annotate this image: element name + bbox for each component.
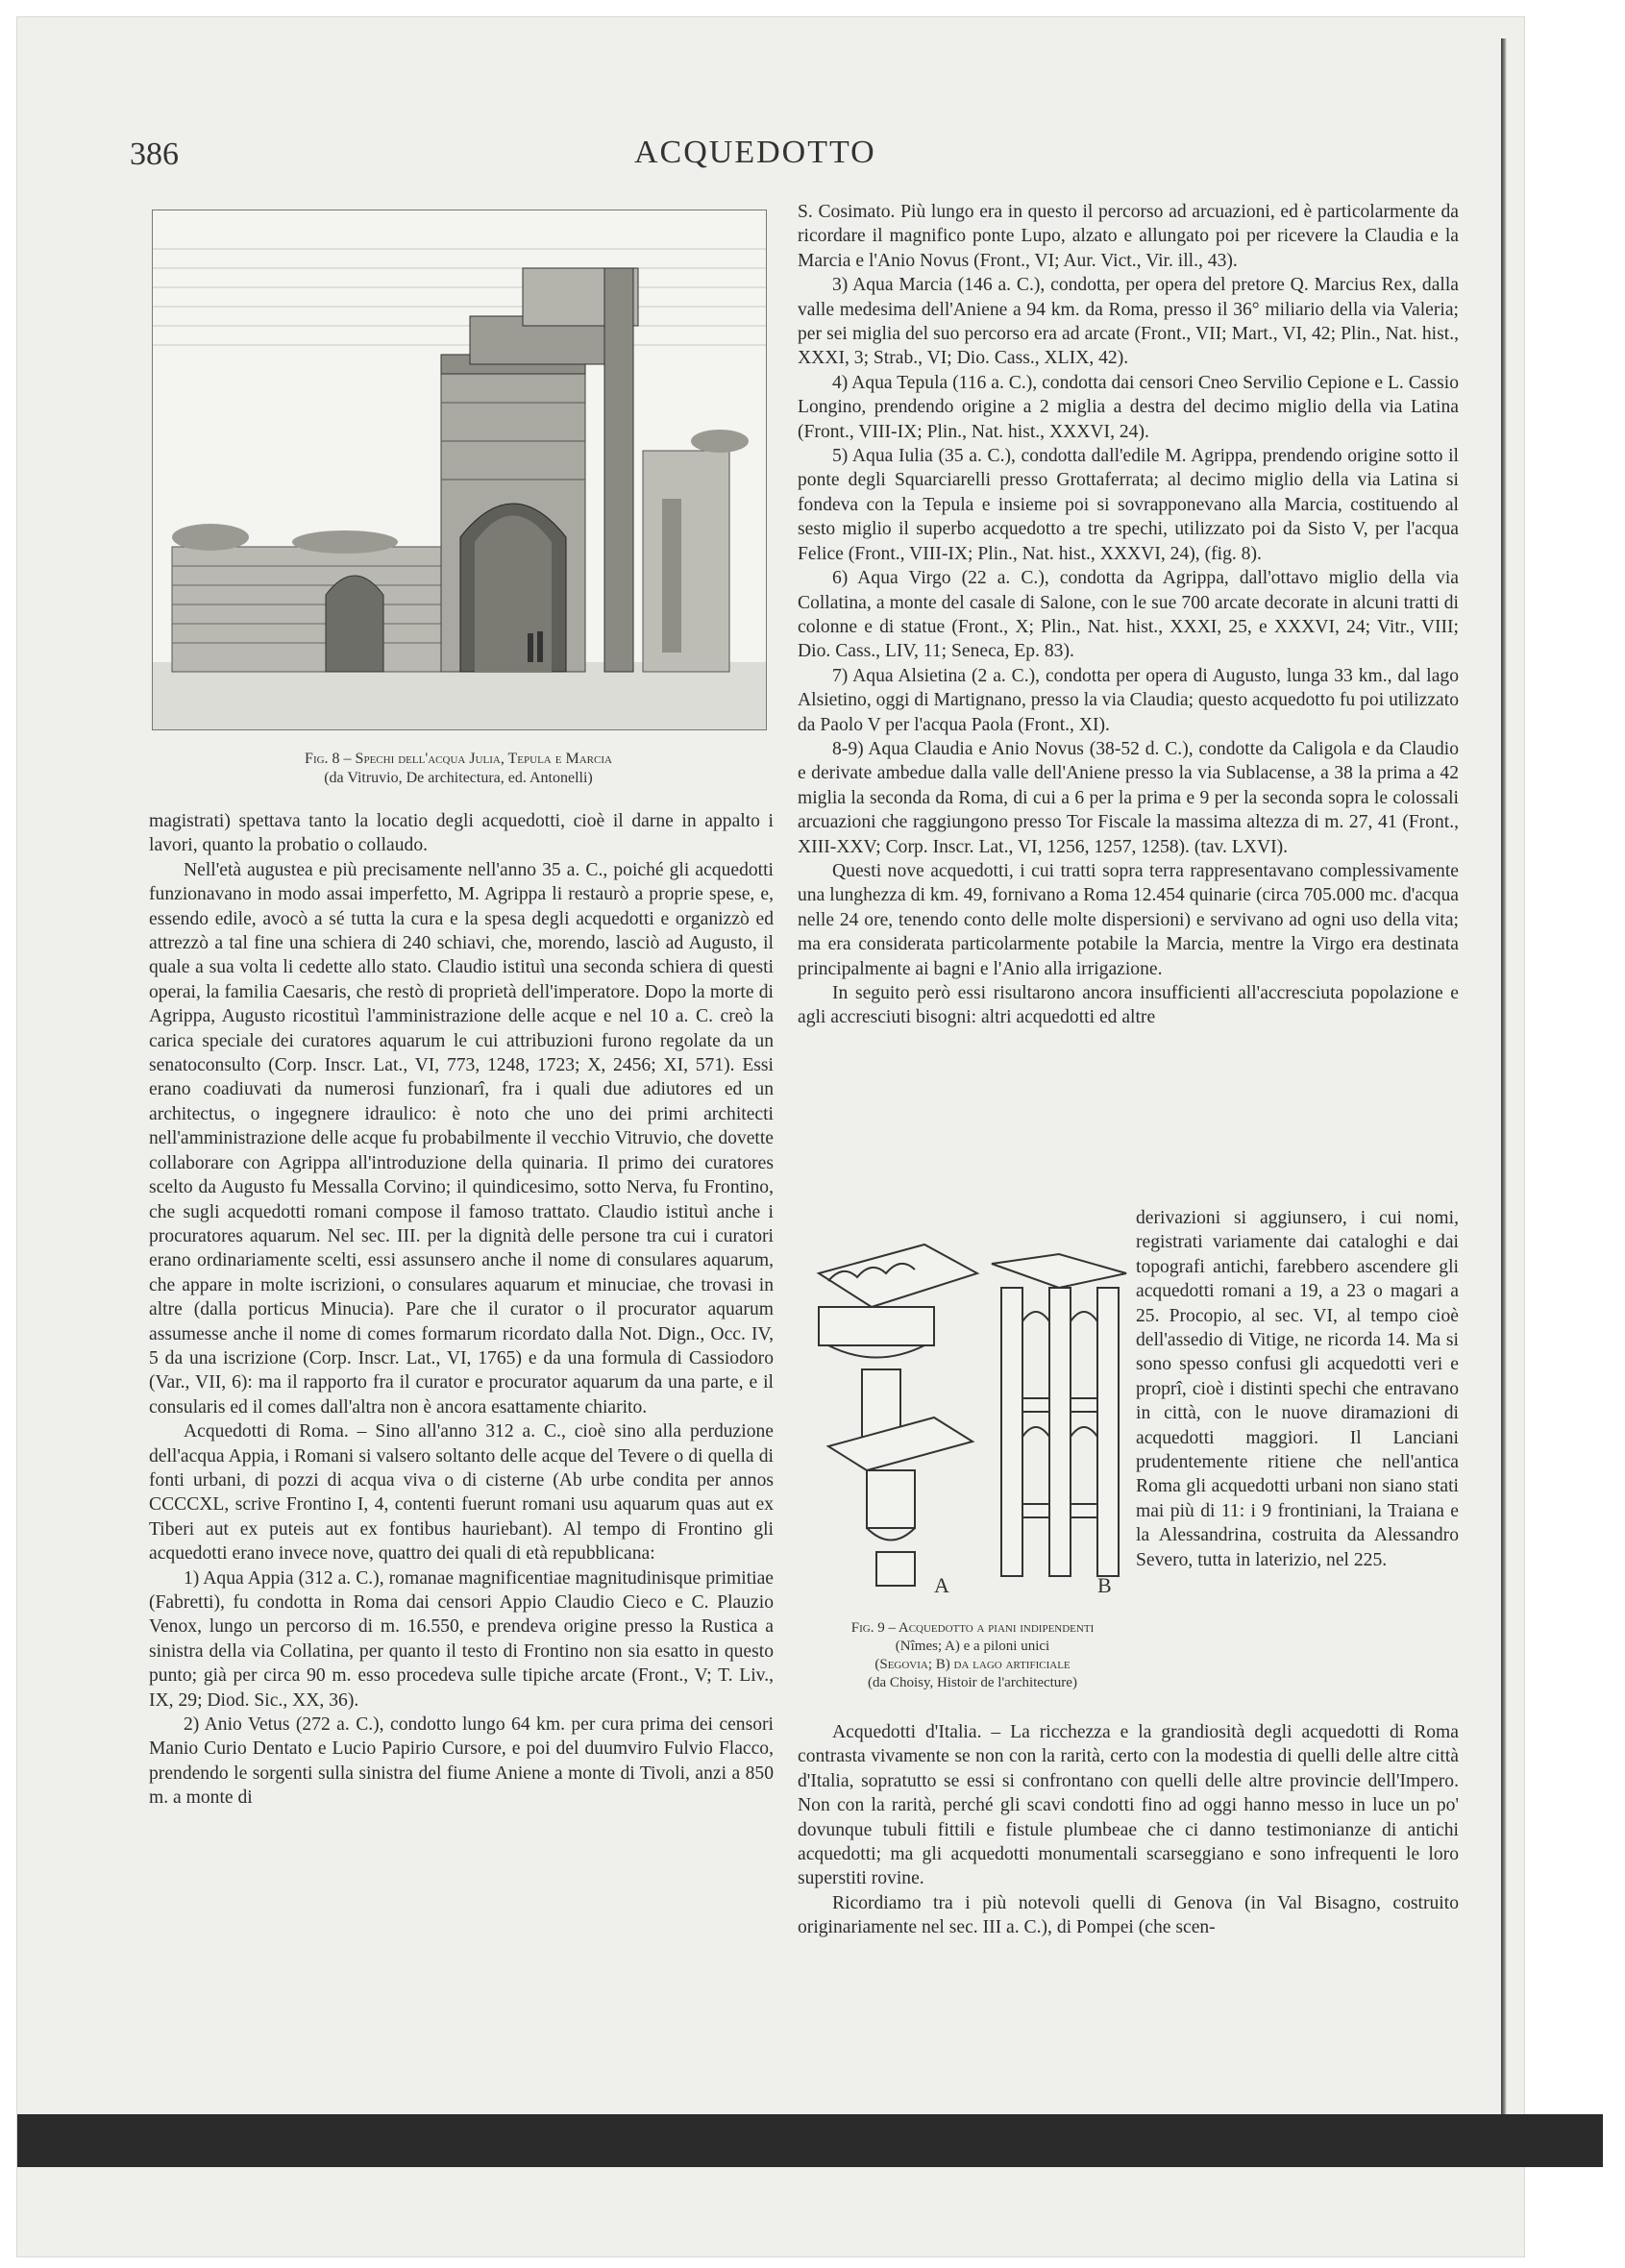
paragraph: derivazioni si aggiunsero, i cui nomi, registrati variamente dai cataloghi e dai topografi antichi, farebbero ascendere gli acquedotti romani a 19, a 23 o magari a 25. Procopio, al sec. VI, al tempo cioè dell'assedio di Vitige, ne ricorda 14. Ma si sono spesso confusi gli acquedotti veri e proprî, cioè i distinti spechi che entravano in città, con le nuove diramazioni di acquedotti maggiori. Il Lanciani prudentemente ritiene che nell'antica Roma gli acquedotti urbani non siano stati mai più di 11: i 9 frontiniani, la Traiana e la Alessandrina, costruita da Alessandro Severo, tutta in laterizio, nel 225. — [1136, 1208, 1459, 1570]
page-edge-shadow — [1501, 38, 1507, 2133]
paragraph: 7) Aqua Alsietina (2 a. C.), condotta per opera di Augusto, lunga 33 km., dal lago Alsietino, oggi di Martignano, presso la via Claudia; questo acquedotto fu poi utilizzato da Paolo V per l'acqua Paola (Front., XI). — [798, 665, 1459, 735]
figure-9-caption-line2: (Nîmes; A) e a piloni unici — [895, 1639, 1050, 1654]
paragraph: In seguito però essi risultarono ancora insufficienti all'accresciuta popolazione e agli accresciuti bisogni: altri acquedotti ed altre — [798, 983, 1459, 1028]
figure-8-engraving — [152, 210, 767, 730]
figure-8-caption-line1: Fig. 8 – Spechi dell'acqua Julia, Tepula e Marcia — [305, 751, 612, 767]
paragraph: 5) Aqua Iulia (35 a. C.), condotta dall'edile M. Agrippa, prendendo origine sotto il ponte degli Squarciarelli presso Grottaferrata; al decimo miglio della via Latina si fondeva con la Tepula e insieme poi si sovrapponevano alla Marcia, costituendo al sesto miglio il superbo acquedotto a tre spechi, utilizzato poi da Sisto V, per l'acqua Felice (Front., VIII-IX; Plin., Nat. hist., XXXVI, 24), (fig. 8). — [798, 446, 1459, 564]
paragraph: 1) Aqua Appia (312 a. C.), romanae magnificentiae magnitudinisque primitiae (Fabretti), fu condotta in Roma dai censori Appio Claudio Cieco e C. Plauzio Venox, lungo un percorso di m. 16.550, e prendeva origine presso la Rustica a sinistra della via Collatina, per quanto il testo di Frontino non sia esatto in questo punto; già per circa 90 m. esso procedeva sulle tipiche arcate (Front., V; T. Liv., IX, 29; Diod. Sic., XX, 36). — [149, 1567, 774, 1711]
paragraph: 3) Aqua Marcia (146 a. C.), condotta, per opera del pretore Q. Marcius Rex, dalla valle medesima dell'Aniene a 94 km. da Roma, presso il 36° miliario della via Valeria; per sei miglia del suo percorso era ad arcate (Front., VII; Mart., VI, 42; Plin., Nat. hist., XXXI, 3; Strab., VI; Dio. Cass., XLIX, 42). — [798, 275, 1459, 369]
paragraph: Questi nove acquedotti, i cui tratti sopra terra rappresentavano complessivamente una lunghezza di km. 49, fornivano a Roma 12.454 quinarie (circa 705.000 mc. d'acqua nelle 24 ore, tenendo conto delle molte dispersioni) e servivano ad ogni uso della vita; ma era considerata particolarmente potabile la Marcia, mentre la Virgo era destinata principalmente ai bagni e l'Anio alla irrigazione. — [798, 860, 1459, 979]
paragraph: 2) Anio Vetus (272 a. C.), condotto lungo 64 km. per cura prima dei censori Manio Curio Dentato e Lucio Papirio Cursore, e poi del duumviro Fulvio Flacco, prendendo le sorgenti sulla sinistra del fiume Aniene a monte di Tivoli, anzi a 850 m. a monte di — [149, 1714, 774, 1809]
paragraph: S. Cosimato. Più lungo era in questo il percorso ad arcuazioni, ed è particolarmente da ricordare il magnifico ponte Lupo, alzato e allungato poi per ricevere la Claudia e la Marcia e l'Anio Novus (Front., VI; Aur. Vict., Vir. ill., 43). — [798, 202, 1459, 271]
scan-bottom-band — [17, 2114, 1603, 2167]
figure-8-caption — [152, 750, 765, 788]
figure-9-caption-line1: Fig. 9 – Acquedotto a piani indipendenti — [850, 1620, 1095, 1636]
figure-9-caption-line4: (da Choisy, Histoir de l'architecture) — [868, 1675, 1077, 1690]
figure-9-label-b: B — [1097, 1573, 1112, 1597]
figure-9-caption-line3: (Segovia; B) da lago artificiale — [874, 1657, 1071, 1672]
figure-8-caption-line2: (da Vitruvio, De architectura, ed. Antonelli) — [324, 770, 593, 786]
paragraph: Ricordiamo tra i più notevoli quelli di Genova (in Val Bisagno, costruito originariamente nel sec. III a. C.), di Pompei (che scen- — [798, 1892, 1459, 1938]
left-text-column — [149, 809, 774, 1811]
paragraph: Acquedotti d'Italia. – La ricchezza e la grandiosità degli acquedotti di Roma contrasta vivamente se non con la rarità, certo con la modestia di quelli delle altre città d'Italia, sopratutto se essi si confrontano con quelli delle altre provincie dell'Impero. Non con la rarità, perché gli scavi condotti fino ad oggi hanno messo in luce un po' dovunque tubuli fittili e fistule plumbeae che ci danno testimonianze di antichi acquedotti; ma gli acquedotti monumentali scarseggiano e sono infrequenti le loro superstiti rovine. — [798, 1722, 1459, 1889]
aqueduct-arch-illustration — [153, 210, 766, 729]
figure-9-diagram — [809, 1235, 1136, 1605]
paragraph: 8-9) Aqua Claudia e Anio Novus (38-52 d. C.), condotte da Caligola e da Claudio e derivate ambedue dalla valle dell'Aniene presso la via Sublacense, a 38 la prima a 42 miglia la seconda da Roma, di cui a 6 per la prima e 9 per la seconda sopra le colossali arcuazioni che raggiungono presso Tor Fiscale la massima altezza di m. 27, 41 (Front., XIII-XXV; Corp. Inscr. Lat., VI, 1256, 1257, 1258). (tav. LXVI). — [798, 738, 1459, 857]
figure-9-caption — [809, 1619, 1136, 1692]
right-text-column — [798, 200, 1459, 1030]
aqueduct-section-diagram — [809, 1235, 1136, 1605]
page-number: 386 — [130, 136, 179, 172]
paragraph: 6) Aqua Virgo (22 a. C.), condotta da Agrippa, dall'ottavo miglio della via Collatina, a monte del casale di Salone, con le sue 700 arcate decorate in alcuni tratti di colonne e di statue (Front., X; Plin., Nat. hist., XXXI, 25, e XXXVI, 24; Vitr., VIII; Dio. Cass., LIV, 11; Seneca, Ep. 83). — [798, 568, 1459, 662]
running-head-title: ACQUEDOTTO — [634, 135, 876, 170]
paragraph: 4) Aqua Tepula (116 a. C.), condotta dai censori Cneo Servilio Cepione e L. Cassio Longino, prendendo origine a 2 miglia a destra del decimo miglio della via Latina (Front., VIII-IX; Plin., Nat. hist., XXXVI, 24). — [798, 372, 1459, 442]
figure-9-label-a: A — [934, 1573, 949, 1597]
right-wrap-column — [1136, 1206, 1459, 1572]
right-text-column-lower — [798, 1720, 1459, 1940]
paragraph: Acquedotti di Roma. – Sino all'anno 312 a. C., cioè sino alla perduzione dell'acqua Appia, i Romani si valsero soltanto delle acque del Tevere o di quella di fonti urbani, di pozzi di acqua viva o di cisterne (Ab urbe condita per annos CCCCXL, scrive Frontino I, 4, contenti fuerunt romani usu aquarum quas aut ex Tiberi aut ex puteis aut ex fontibus hauriebant). Al tempo di Frontino gli acquedotti erano invece nove, quattro dei quali di età repubblicana: — [149, 1421, 774, 1565]
paragraph: magistrati) spettava tanto la locatio degli acquedotti, cioè il darne in appalto i lavori, quanto la probatio o collaudo. — [149, 811, 774, 856]
paragraph: Nell'età augustea e più precisamente nell'anno 35 a. C., poiché gli acquedotti funzionavano in modo assai imperfetto, M. Agrippa li restaurò a proprie spese, e, essendo edile, avocò a sé tutta la cura e la spesa degli acquedotti e organizzò ed attrezzò a tal fine una schiera di 240 schiavi, che, morendo, lasciò ad Augusto, il quale a sua volta li cedette allo stato. Claudio istituì una seconda schiera di questi operai, la familia Caesaris, che restò di proprietà dell'imperatore. Dopo la morte di Agrippa, Augusto ricostituì l'amministrazione delle acque e nel 10 a. C. creò la carica speciale dei curatores aquarum le cui attribuzioni furono regolate da un senatoconsulto (Corp. Inscr. Lat., VI, 773, 1248, 1723; X, 2456; XI, 571). Essi erano coadiuvati da numerosi funzionarî, fra i quali due adiutores ed un architectus, o ingegnere idraulico: è noto che uno dei primi architecti nell'amministrazione delle acque fu probabilmente il vecchio Vitruvio, che dovette collaborare con Agrippa all'introduzione della quinaria. Il primo dei curatores scelto da Augusto fu Messalla Corvino; il quindicesimo, sotto Nerva, fu Frontino, che sugli acquedotti romani compose il famoso trattato. Claudio istituì anche i procuratores aquarum. Nel sec. III. per la dignità delle persone tra cui i curatori erano ordinariamente scelti, essi assunsero anche il nome di consulares aquarum, che appare in molte iscrizioni, o consulares aquarum et minuciae, che trovasi in altre (dalla porticus Minucia). Pare che il curator o il procurator aquarum assumesse anche il nome di comes formarum ricordato dalla Not. Dign., Occ. IV, 5 da una iscrizione (Corp. Inscr. Lat., VI, 1765) e da una formula di Cassiodoro (Var., VII, 6): ma il rapporto fra il curator e procurator aquarum da una parte, e il consularis ed il comes dall'altra non è ancora esattamente chiarito. — [149, 859, 774, 1418]
